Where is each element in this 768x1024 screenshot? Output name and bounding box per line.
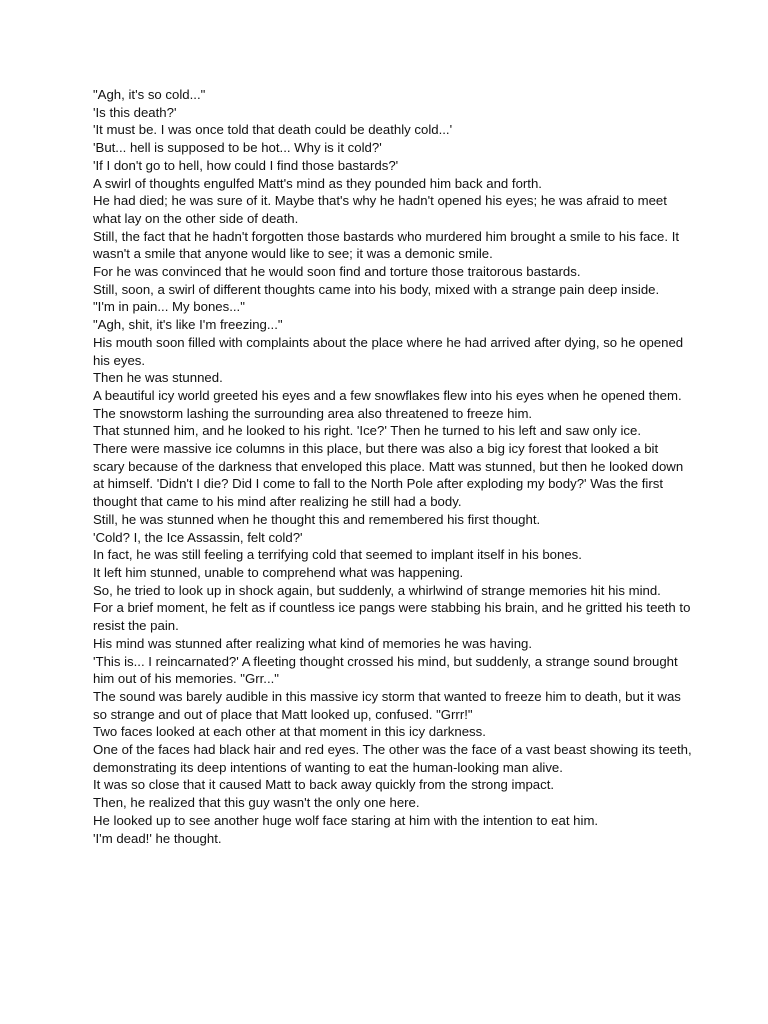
- paragraph: "Agh, it's so cold...": [93, 87, 206, 102]
- paragraph: 'It must be. I was once told that death could be deathly cold...': [93, 122, 453, 138]
- paragraph: So, he tried to look up in shock again, but suddenly, a whirlwind of strange memories hit his mind.: [93, 582, 661, 598]
- paragraph: 'I'm dead!' he thought.: [93, 830, 222, 846]
- paragraph: It was so close that it caused Matt to back away quickly from the strong impact.: [93, 777, 555, 793]
- paragraph: Still, he was stunned when he thought this and remembered his first thought.: [93, 511, 541, 527]
- paragraph: "I'm in pain... My bones...": [93, 299, 245, 315]
- paragraph: One of the faces had black hair and red eyes. The other was the face of a vast beast showing its teeth, demonstrating its deep intentions of wanting to eat the human-looking man alive.: [93, 742, 692, 775]
- paragraph: 'Is this death?': [93, 104, 177, 120]
- paragraph: Still, the fact that he hadn't forgotten those bastards who murdered him brought a smile to his face. It wasn't a smile that anyone would like to see; it was a demonic smile.: [93, 228, 680, 262]
- paragraph: For he was convinced that he would soon find and torture those traitorous bastards.: [93, 264, 581, 280]
- paragraph: Two faces looked at each other at that moment in this icy darkness.: [93, 724, 486, 740]
- paragraph: He had died; he was sure of it. Maybe that's why he hadn't opened his eyes; he was afraid to meet what lay on the other side of death.: [93, 193, 667, 226]
- paragraph: Then he was stunned.: [93, 370, 223, 386]
- paragraph: 'But... hell is supposed to be hot... Why is it cold?': [93, 140, 382, 156]
- paragraph: In fact, he was still feeling a terrifying cold that seemed to implant itself in his bones.: [93, 547, 582, 563]
- paragraph: 'This is... I reincarnated?' A fleeting thought crossed his mind, but suddenly, a strange sound brought him out of his memories. "Grr...": [93, 653, 678, 687]
- paragraph: For a brief moment, he felt as if countless ice pangs were stabbing his brain, and he gritted his teeth to resist the pain.: [93, 600, 691, 634]
- paragraph: Still, soon, a swirl of different thoughts came into his body, mixed with a strange pain deep inside.: [93, 281, 660, 297]
- paragraph: A swirl of thoughts engulfed Matt's mind as they pounded him back and forth.: [93, 175, 542, 191]
- paragraph: He looked up to see another huge wolf face staring at him with the intention to eat him.: [93, 812, 599, 828]
- paragraph: Then, he realized that this guy wasn't the only one here.: [93, 795, 420, 811]
- paragraph: 'If I don't go to hell, how could I find those bastards?': [93, 157, 399, 173]
- paragraph: A beautiful icy world greeted his eyes and a few snowflakes flew into his eyes when he opened them. The snowstorm lashing the surrounding area also threatened to freeze him.: [93, 387, 682, 421]
- paragraph: It left him stunned, unable to comprehend what was happening.: [93, 564, 464, 580]
- paragraph: His mind was stunned after realizing what kind of memories he was having.: [93, 635, 533, 651]
- paragraph: "Agh, shit, it's like I'm freezing...": [93, 317, 283, 333]
- paragraph: The sound was barely audible in this massive icy storm that wanted to freeze him to death, but it was so strange and out of place that Matt looked up, confused. "Grrr!": [93, 688, 681, 722]
- paragraph: His mouth soon filled with complaints about the place where he had arrived after dying, so he opened his eyes.: [93, 334, 684, 368]
- paragraph: There were massive ice columns in this place, but there was also a big icy forest that looked a bit scary because of the darkness that enveloped this place. Matt was stunned, but then he looked down at himself. 'Didn't I die? Did I come to fall to the North Pole after exploding my body?' Was the first thought that came to his mind after realizing he still had a body.: [93, 441, 684, 510]
- paragraph: That stunned him, and he looked to his right. 'Ice?' Then he turned to his left and saw only ice.: [93, 423, 642, 439]
- document-page: [93, 86, 693, 847]
- paragraph: 'Cold? I, the Ice Assassin, felt cold?': [93, 529, 303, 545]
